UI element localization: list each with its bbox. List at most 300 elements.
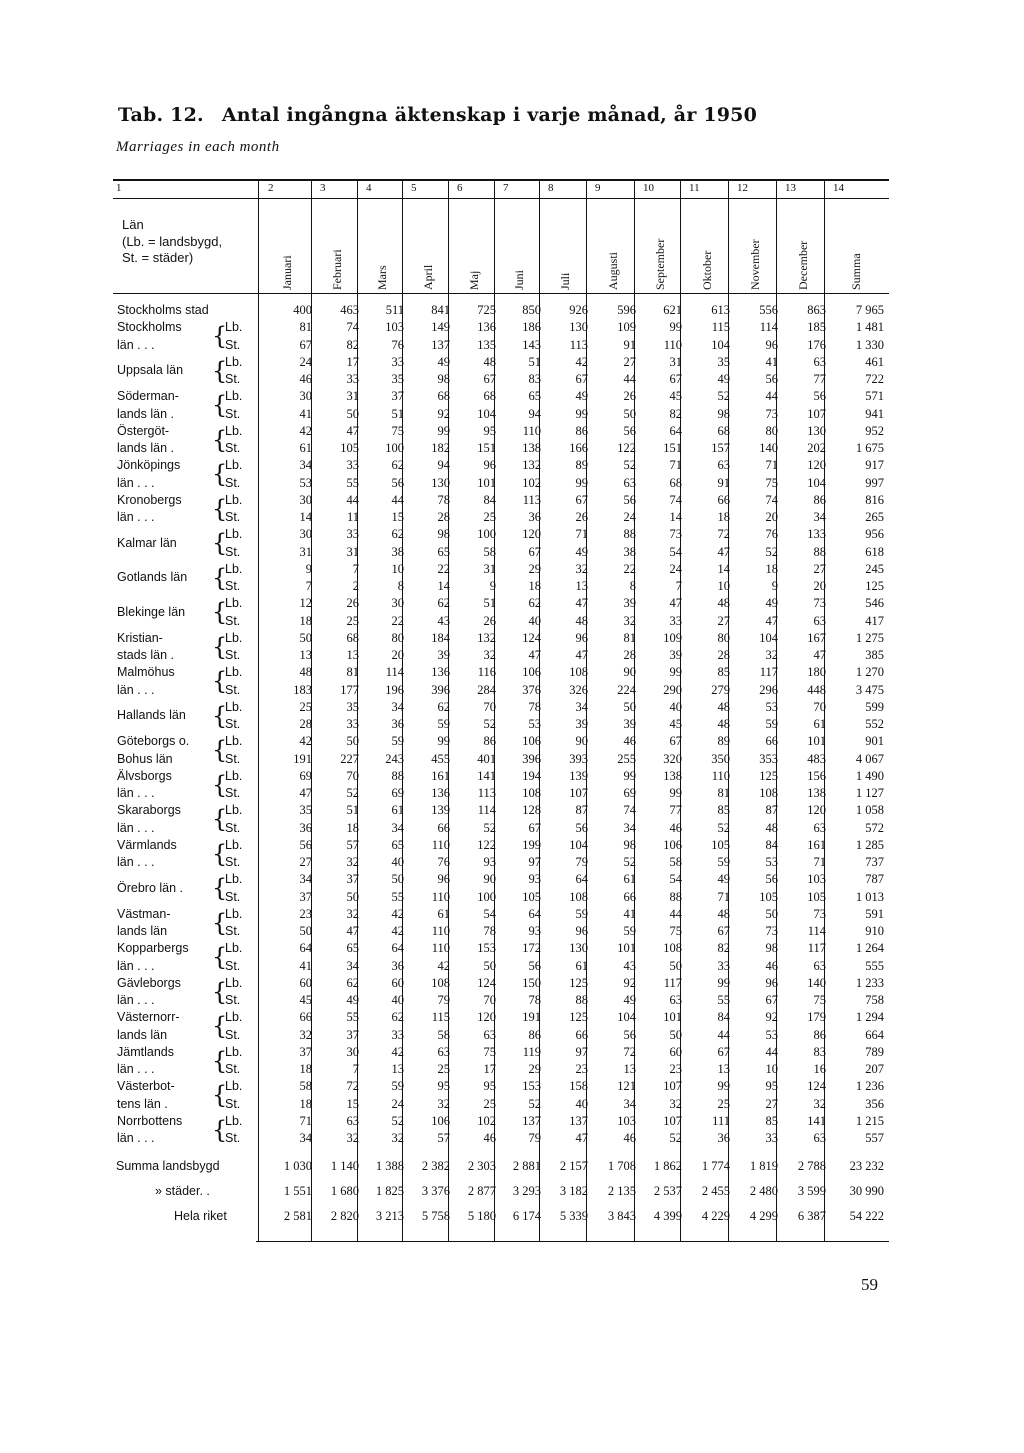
table-cell: 20 <box>765 510 778 524</box>
table-cell: 3 475 <box>855 682 884 697</box>
area-tag: St. <box>225 1096 241 1111</box>
table-cell: 591 <box>865 906 884 921</box>
table-cell: 31 <box>346 389 359 404</box>
table-cell: 98 <box>437 372 450 386</box>
table-cell: 16 <box>813 1062 826 1076</box>
brace-icon: { <box>212 425 228 454</box>
table-cell: 158 <box>569 1079 588 1094</box>
table-cell: 116 <box>477 665 496 680</box>
table-cell: 59 <box>575 906 588 921</box>
area-tag: Lb. <box>225 320 243 335</box>
table-cell: 104 <box>569 837 588 852</box>
table-cell: 59 <box>391 734 404 749</box>
table-cell: 113 <box>569 337 588 352</box>
table-cell: 35 <box>346 699 359 714</box>
table-cell: 24 <box>299 354 312 369</box>
table-cell: 124 <box>522 630 541 645</box>
table-cell: 50 <box>346 889 359 904</box>
area-tag: St. <box>225 717 241 731</box>
table-cell: 132 <box>522 458 541 473</box>
table-cell: 138 <box>522 441 541 455</box>
table-cell: 40 <box>391 855 404 869</box>
table-cell: 67 <box>528 820 541 835</box>
table-cell: 32 <box>346 1131 359 1145</box>
table-cell: 59 <box>765 717 778 731</box>
table-cell: 17 <box>346 354 359 369</box>
table-cell: 100 <box>477 527 496 542</box>
table-cell: 176 <box>807 337 826 352</box>
table-cell: 61 <box>575 958 588 973</box>
table-cell: 255 <box>617 751 636 766</box>
area-tag: Lb. <box>225 389 243 404</box>
table-cell: 47 <box>575 648 588 662</box>
table-cell: 111 <box>712 1113 730 1128</box>
table-cell: 180 <box>807 665 826 680</box>
summary-cell: 1 030 <box>283 1159 312 1173</box>
area-tag: St. <box>225 441 241 455</box>
table-cell: 75 <box>765 475 778 490</box>
summary-label: Hela riket <box>174 1209 227 1223</box>
county-label: Uppsala län <box>117 363 184 378</box>
table-cell: 14 <box>299 510 312 524</box>
county-label: Hallands län <box>117 708 186 723</box>
table-cell: 96 <box>765 975 778 990</box>
table-cell: 353 <box>759 751 778 766</box>
table-cell: 207 <box>865 1062 884 1076</box>
column-number: 8 <box>548 182 554 194</box>
table-cell: 67 <box>528 544 541 559</box>
column-number: 13 <box>785 182 796 194</box>
county-label: Stockholms stad <box>117 303 209 317</box>
table-cell: 613 <box>711 303 730 317</box>
table-cell: 194 <box>522 768 541 783</box>
table-cell: 43 <box>437 613 450 628</box>
table-cell: 87 <box>765 803 778 818</box>
table-cell: 99 <box>717 1079 730 1094</box>
table-cell: 23 <box>575 1062 588 1076</box>
table-title <box>118 104 757 126</box>
table-cell: 956 <box>865 527 884 542</box>
month-header: November <box>747 239 762 290</box>
table-cell: 18 <box>717 510 730 524</box>
table-cell: 42 <box>437 958 450 973</box>
table-cell: 167 <box>807 630 826 645</box>
table-cell: 4 067 <box>855 751 884 766</box>
county-label: stads län . <box>117 648 174 662</box>
table-cell: 22 <box>623 561 636 576</box>
table-cell: 80 <box>717 630 730 645</box>
brace-icon: { <box>212 839 228 868</box>
county-label: Västerbot- <box>117 1079 175 1094</box>
table-cell: 89 <box>575 458 588 473</box>
table-cell: 122 <box>477 837 496 852</box>
table-cell: 73 <box>765 406 778 421</box>
table-cell: 73 <box>813 596 826 611</box>
table-cell: 80 <box>391 630 404 645</box>
table-cell: 36 <box>299 820 312 835</box>
table-cell: 393 <box>569 751 588 766</box>
table-cell: 10 <box>391 561 404 576</box>
summary-cell: 3 182 <box>559 1184 588 1198</box>
table-cell: 47 <box>813 648 826 662</box>
table-cell: 483 <box>807 751 826 766</box>
table-cell: 32 <box>299 1027 312 1042</box>
area-tag: St. <box>225 889 241 904</box>
table-cell: 50 <box>299 630 312 645</box>
table-cell: 34 <box>299 458 312 473</box>
summary-cell: 1 708 <box>607 1159 636 1173</box>
table-cell: 26 <box>483 613 496 628</box>
area-tag: St. <box>225 579 241 593</box>
table-cell: 140 <box>807 975 826 990</box>
table-cell: 83 <box>813 1044 826 1059</box>
table-cell: 13 <box>575 579 588 593</box>
table-cell: 151 <box>477 441 496 455</box>
table-cell: 44 <box>623 372 636 386</box>
table-cell: 34 <box>813 510 826 524</box>
table-cell: 59 <box>437 717 450 731</box>
table-cell: 136 <box>431 786 450 800</box>
table-cell: 124 <box>477 975 496 990</box>
table-cell: 86 <box>813 1027 826 1042</box>
table-cell: 95 <box>765 1079 778 1094</box>
area-tag: Lb. <box>225 665 243 680</box>
table-cell: 94 <box>437 458 450 473</box>
county-label: tens län . <box>117 1096 168 1111</box>
table-cell: 53 <box>765 855 778 869</box>
table-cell: 50 <box>669 1027 682 1042</box>
table-cell: 117 <box>663 975 682 990</box>
table-cell: 64 <box>528 906 541 921</box>
table-cell: 47 <box>346 924 359 938</box>
table-cell: 64 <box>575 872 588 887</box>
table-cell: 552 <box>865 717 884 731</box>
table-cell: 25 <box>483 510 496 524</box>
table-cell: 66 <box>717 492 730 507</box>
table-cell: 60 <box>391 975 404 990</box>
table-cell: 37 <box>299 889 312 904</box>
table-cell: 52 <box>528 1096 541 1111</box>
table-cell: 132 <box>477 630 496 645</box>
area-tag: St. <box>225 820 241 835</box>
table-cell: 202 <box>807 441 826 455</box>
table-cell: 62 <box>391 527 404 542</box>
table-cell: 417 <box>865 613 884 628</box>
table-cell: 95 <box>483 1079 496 1094</box>
table-cell: 27 <box>623 354 636 369</box>
county-label: län . . . <box>117 993 155 1007</box>
table-cell: 1 233 <box>855 975 884 990</box>
table-cell: 46 <box>669 820 682 835</box>
table-cell: 52 <box>717 389 730 404</box>
county-label: Gotlands län <box>117 570 188 585</box>
summary-cell: 30 990 <box>849 1184 884 1198</box>
month-header: Summa <box>848 253 863 290</box>
table-cell: 31 <box>299 544 312 559</box>
county-label: län . . . <box>117 855 155 869</box>
table-cell: 33 <box>391 354 404 369</box>
table-cell: 56 <box>623 492 636 507</box>
table-cell: 114 <box>759 320 778 335</box>
county-label: Örebro län . <box>117 880 184 895</box>
table-cell: 67 <box>669 372 682 386</box>
table-title-text: Antal ingångna äktenskap i varje månad, år 1950 <box>221 104 758 126</box>
header-rule <box>113 198 889 199</box>
summary-cell: 2 881 <box>512 1159 541 1173</box>
area-tag: Lb. <box>225 975 243 990</box>
table-cell: 67 <box>717 1044 730 1059</box>
table-cell: 24 <box>391 1096 404 1111</box>
table-cell: 110 <box>522 423 541 438</box>
table-cell: 10 <box>765 1062 778 1076</box>
table-cell: 997 <box>865 475 884 490</box>
table-cell: 49 <box>717 872 730 887</box>
area-tag: St. <box>225 993 241 1007</box>
table-cell: 98 <box>717 406 730 421</box>
table-cell: 85 <box>765 1113 778 1128</box>
table-cell: 81 <box>346 665 359 680</box>
table-cell: 31 <box>669 354 682 369</box>
table-cell: 41 <box>623 906 636 921</box>
table-cell: 69 <box>391 786 404 800</box>
county-label: Blekinge län <box>117 604 186 619</box>
table-cell: 88 <box>669 889 682 904</box>
county-label: Jönköpings <box>117 458 181 473</box>
table-cell: 48 <box>765 820 778 835</box>
table-cell: 15 <box>346 1096 359 1111</box>
table-cell: 66 <box>437 820 450 835</box>
table-cell: 224 <box>617 682 636 697</box>
table-cell: 65 <box>346 941 359 956</box>
table-cell: 124 <box>807 1079 826 1094</box>
table-cell: 52 <box>669 1131 682 1145</box>
table-cell: 54 <box>669 544 682 559</box>
area-tag: St. <box>225 958 241 973</box>
table-cell: 290 <box>663 682 682 697</box>
table-cell: 863 <box>807 303 826 317</box>
table-cell: 62 <box>437 699 450 714</box>
table-cell: 96 <box>575 924 588 938</box>
county-label: län . . . <box>117 510 155 524</box>
table-cell: 284 <box>477 682 496 697</box>
table-cell: 448 <box>807 682 826 697</box>
table-cell: 29 <box>528 1062 541 1076</box>
table-cell: 156 <box>807 768 826 783</box>
table-cell: 50 <box>483 958 496 973</box>
table-cell: 49 <box>346 993 359 1007</box>
summary-cell: 6 387 <box>797 1209 826 1223</box>
table-cell: 177 <box>340 682 359 697</box>
table-cell: 130 <box>569 320 588 335</box>
table-cell: 137 <box>522 1113 541 1128</box>
table-cell: 24 <box>669 561 682 576</box>
summary-cell: 2 480 <box>749 1184 778 1198</box>
table-cell: 105 <box>759 889 778 904</box>
table-cell: 18 <box>299 1096 312 1111</box>
table-cell: 76 <box>437 855 450 869</box>
table-cell: 1 490 <box>855 768 884 783</box>
table-cell: 70 <box>346 768 359 783</box>
table-cell: 115 <box>431 1010 450 1025</box>
table-cell: 70 <box>813 699 826 714</box>
table-cell: 62 <box>528 596 541 611</box>
summary-cell: 4 399 <box>653 1209 682 1223</box>
table-cell: 93 <box>528 924 541 938</box>
summary-label: Summa landsbygd <box>116 1159 220 1173</box>
county-label: län . . . <box>117 1131 155 1145</box>
table-cell: 50 <box>346 734 359 749</box>
summary-cell: 5 339 <box>559 1209 588 1223</box>
area-tag: St. <box>225 648 241 662</box>
table-cell: 96 <box>765 337 778 352</box>
table-cell: 105 <box>340 441 359 455</box>
area-tag: Lb. <box>225 941 243 956</box>
brace-icon: { <box>212 1046 228 1075</box>
table-cell: 91 <box>717 475 730 490</box>
column-number: 9 <box>595 182 601 194</box>
table-cell: 51 <box>483 596 496 611</box>
brace-icon: { <box>212 943 228 972</box>
table-cell: 49 <box>575 389 588 404</box>
table-cell: 60 <box>669 1044 682 1059</box>
table-cell: 15 <box>391 510 404 524</box>
table-cell: 67 <box>575 372 588 386</box>
table-cell: 91 <box>623 337 636 352</box>
table-cell: 22 <box>391 613 404 628</box>
county-label: Göteborgs o. <box>117 734 190 749</box>
table-cell: 153 <box>522 1079 541 1094</box>
table-cell: 67 <box>669 734 682 749</box>
table-cell: 18 <box>299 1062 312 1076</box>
month-header: Juni <box>512 269 526 290</box>
table-cell: 1 294 <box>855 1010 884 1025</box>
table-cell: 14 <box>437 579 450 593</box>
table-cell: 63 <box>813 958 826 973</box>
table-cell: 30 <box>346 1044 359 1059</box>
table-cell: 61 <box>437 906 450 921</box>
summary-cell: 1 774 <box>701 1159 730 1173</box>
table-cell: 110 <box>711 768 730 783</box>
table-cell: 63 <box>813 1131 826 1145</box>
table-cell: 47 <box>669 596 682 611</box>
table-cell: 96 <box>483 458 496 473</box>
table-cell: 30 <box>299 492 312 507</box>
table-cell: 77 <box>813 372 826 386</box>
table-cell: 20 <box>391 648 404 662</box>
table-cell: 108 <box>663 941 682 956</box>
table-cell: 90 <box>483 872 496 887</box>
table-cell: 99 <box>669 665 682 680</box>
table-cell: 54 <box>669 872 682 887</box>
table-cell: 63 <box>623 475 636 490</box>
table-cell: 35 <box>717 354 730 369</box>
brace-icon: { <box>212 667 228 696</box>
county-label: län . . . <box>117 958 155 973</box>
table-cell: 29 <box>528 561 541 576</box>
table-cell: 117 <box>807 941 826 956</box>
table-cell: 350 <box>711 751 730 766</box>
table-cell: 8 <box>397 579 404 593</box>
summary-cell: 2 382 <box>421 1159 450 1173</box>
table-cell: 63 <box>813 354 826 369</box>
table-cell: 52 <box>623 855 636 869</box>
summary-cell: 3 376 <box>421 1184 450 1198</box>
table-cell: 103 <box>807 872 826 887</box>
table-cell: 94 <box>528 406 541 421</box>
table-cell: 73 <box>813 906 826 921</box>
area-tag: Lb. <box>225 803 243 818</box>
county-label: Västman- <box>117 906 171 921</box>
table-cell: 81 <box>717 786 730 800</box>
table-cell: 24 <box>623 510 636 524</box>
table-cell: 65 <box>391 837 404 852</box>
table-cell: 572 <box>865 820 884 835</box>
area-tag: St. <box>225 682 241 697</box>
table-cell: 7 <box>305 579 312 593</box>
table-cell: 82 <box>717 941 730 956</box>
area-tag: Lb. <box>225 699 243 714</box>
table-cell: 108 <box>431 975 450 990</box>
table-cell: 1 013 <box>855 889 884 904</box>
table-cell: 136 <box>477 320 496 335</box>
table-cell: 40 <box>575 1096 588 1111</box>
table-cell: 90 <box>575 734 588 749</box>
table-cell: 11 <box>346 510 359 524</box>
table-cell: 37 <box>346 872 359 887</box>
table-cell: 70 <box>483 993 496 1007</box>
table-cell: 758 <box>865 993 884 1007</box>
table-cell: 32 <box>346 906 359 921</box>
area-tag: Lb. <box>225 1044 243 1059</box>
table-cell: 33 <box>717 958 730 973</box>
table-cell: 78 <box>528 699 541 714</box>
table-cell: 41 <box>299 958 312 973</box>
table-cell: 49 <box>575 544 588 559</box>
table-cell: 42 <box>391 924 404 938</box>
area-tag: Lb. <box>225 354 243 369</box>
table-cell: 36 <box>717 1131 730 1145</box>
table-cell: 82 <box>669 406 682 421</box>
table-cell: 161 <box>431 768 450 783</box>
column-number: 11 <box>689 182 700 194</box>
county-label: lands län . <box>117 441 174 455</box>
table-cell: 34 <box>391 820 404 835</box>
table-cell: 789 <box>865 1044 884 1059</box>
table-cell: 9 <box>771 579 778 593</box>
table-cell: 14 <box>669 510 682 524</box>
summary-label: » städer. . <box>155 1184 210 1198</box>
county-label: län . . . <box>117 682 155 697</box>
table-cell: 139 <box>569 768 588 783</box>
summary-cell: 2 135 <box>607 1184 636 1198</box>
area-tag: St. <box>225 613 241 628</box>
table-cell: 139 <box>431 803 450 818</box>
table-cell: 47 <box>575 596 588 611</box>
table-cell: 39 <box>623 596 636 611</box>
table-cell: 130 <box>569 941 588 956</box>
table-cell: 55 <box>717 993 730 1007</box>
table-cell: 33 <box>346 458 359 473</box>
table-cell: 97 <box>528 855 541 869</box>
table-cell: 59 <box>391 1079 404 1094</box>
area-tag: Lb. <box>225 872 243 887</box>
table-cell: 95 <box>437 1079 450 1094</box>
brace-icon: { <box>212 770 228 799</box>
month-header: Augusti <box>605 251 620 290</box>
table-cell: 51 <box>391 406 404 421</box>
table-cell: 56 <box>575 820 588 835</box>
area-tag: St. <box>225 924 241 938</box>
